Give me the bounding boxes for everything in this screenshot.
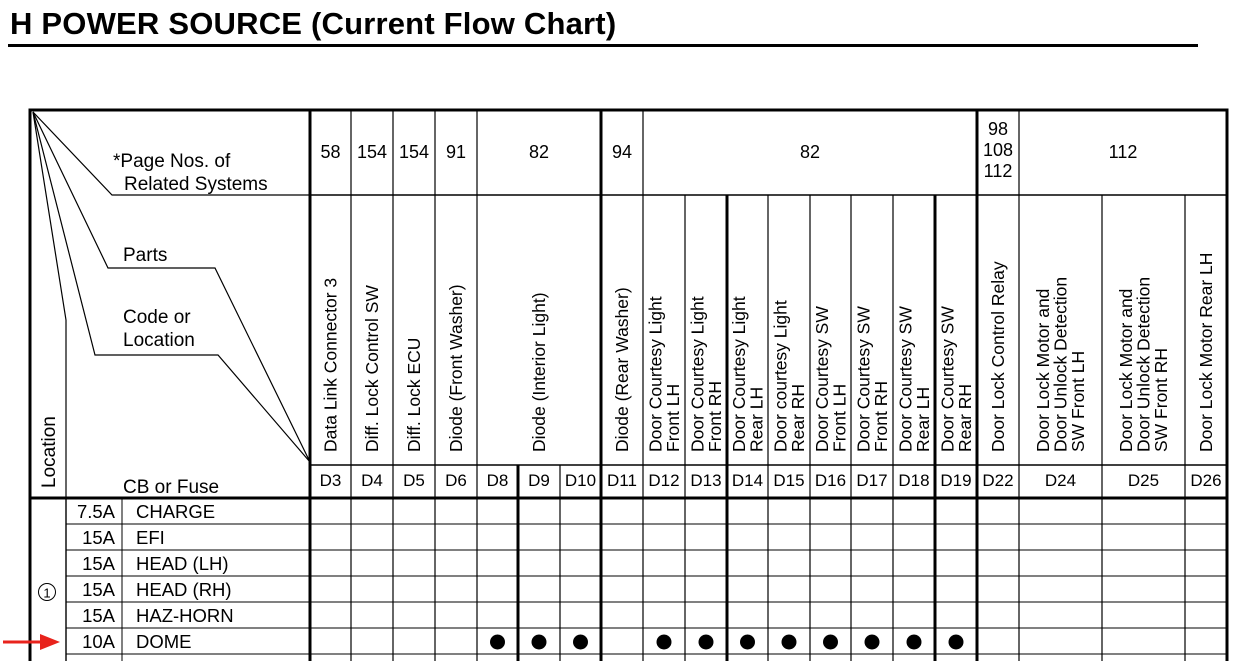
part-name: Data Link Connector 3 — [320, 277, 341, 452]
connection-dot — [823, 635, 838, 650]
code-cell: D16 — [814, 471, 847, 490]
part-name: Diff. Lock Control SW — [362, 285, 382, 452]
page-number: 112 — [983, 161, 1013, 181]
connection-dot — [740, 635, 755, 650]
part-name: Door Lock Motor Rear LH — [1196, 252, 1216, 452]
cb-or-fuse-label: CB or Fuse — [123, 477, 220, 498]
code-cell: D25 — [1127, 471, 1160, 490]
part-name: Front LH — [662, 383, 683, 452]
code-cell: D9 — [528, 471, 550, 490]
connection-dot — [657, 635, 672, 650]
code-cell: D8 — [486, 471, 509, 490]
part-name: Front RH — [704, 381, 725, 452]
parts-label: Parts — [123, 245, 168, 266]
fuse-amperage: 15A — [82, 553, 115, 574]
fuse-amperage: 15A — [82, 527, 115, 548]
part-name: Rear RH — [954, 383, 975, 452]
code-cell: D19 — [940, 471, 972, 490]
part-name: Door courtesy Light — [770, 300, 791, 452]
page-number: 94 — [611, 142, 633, 162]
part-name: Door Unlock Detection — [1133, 276, 1154, 452]
fuse-amperage: 15A — [82, 579, 115, 600]
fuse-name: HEAD (RH) — [136, 579, 232, 600]
code-cell: D11 — [607, 471, 637, 490]
part-name: Door Courtesy Light — [645, 296, 666, 452]
page-nos-label: *Page Nos. of — [113, 151, 231, 172]
page-title: H POWER SOURCE (Current Flow Chart) — [10, 6, 617, 41]
code-cell: D6 — [445, 471, 467, 490]
part-name: SW Front RH — [1151, 347, 1171, 452]
page-number: 154 — [398, 142, 430, 162]
code-cell: D3 — [319, 471, 342, 490]
code-cell: D13 — [690, 471, 722, 490]
connection-dot — [949, 635, 964, 650]
part-name: Door Courtesy Light — [687, 296, 708, 452]
part-name: Front RH — [870, 381, 891, 452]
code-cell: D15 — [773, 471, 805, 490]
connection-dot — [865, 635, 880, 650]
part-name: Front LH — [829, 383, 850, 452]
fuse-name: HEAD (LH) — [136, 553, 229, 574]
fuse-amperage: 15A — [82, 605, 115, 626]
fuse-name: HAZ-HORN — [136, 605, 234, 626]
code-cell: D10 — [564, 471, 597, 490]
part-name: Diode (Front Washer) — [446, 284, 466, 452]
code-or-location-label: Location — [123, 330, 195, 351]
connection-dot — [699, 635, 714, 650]
fuse-name: EFI — [136, 527, 165, 548]
page-nos-label: Related Systems — [124, 174, 268, 195]
page-number: 82 — [799, 142, 821, 162]
part-name: Door Lock Motor and — [1116, 288, 1136, 452]
part-name: Diode (Interior Light) — [529, 292, 549, 452]
fuse-amperage: 10A — [82, 631, 115, 652]
part-name: Door Lock Control Relay — [988, 261, 1008, 452]
code-cell: D26 — [1190, 471, 1222, 490]
part-name: Rear LH — [746, 386, 767, 452]
part-name: SW Front LH — [1068, 350, 1088, 452]
part-name: Rear RH — [787, 383, 808, 452]
part-name: Rear LH — [912, 386, 933, 452]
page-number: 82 — [528, 142, 550, 162]
highlight-arrow-head — [40, 634, 60, 650]
code-cell: D4 — [361, 471, 383, 490]
part-name: Door Courtesy SW — [937, 306, 958, 452]
part-name: Door Courtesy SW — [895, 306, 916, 452]
code-cell: D18 — [898, 471, 930, 490]
part-name: Door Courtesy SW — [811, 306, 832, 452]
code-cell: D12 — [648, 471, 680, 490]
part-name: Door Courtesy Light — [728, 296, 749, 452]
fuse-amperage: 7.5A — [76, 501, 115, 522]
code-cell: D14 — [731, 471, 764, 490]
page-number: 154 — [356, 142, 388, 162]
fuse-name: DOME — [136, 631, 192, 652]
fuse-name: CHARGE — [136, 501, 216, 522]
connection-dot — [907, 635, 922, 650]
part-name: Diff. Lock ECU — [404, 337, 424, 452]
connection-dot — [490, 635, 505, 650]
page-number: 112 — [1108, 142, 1138, 162]
location-label: Location — [39, 416, 60, 488]
code-or-location-label: Code or — [123, 307, 191, 328]
location-symbol: 1 — [43, 585, 51, 601]
page-number: 98 — [987, 119, 1009, 139]
connection-dot — [573, 635, 588, 650]
page-number: 58 — [320, 142, 341, 162]
part-name: Door Courtesy SW — [853, 306, 874, 452]
part-name: Door Lock Motor and — [1033, 288, 1053, 452]
part-name: Diode (Rear Washer) — [612, 287, 632, 452]
page-number: 91 — [445, 142, 467, 162]
connection-dot — [782, 635, 797, 650]
code-cell: D22 — [982, 471, 1014, 490]
code-cell: D17 — [856, 471, 888, 490]
code-cell: D5 — [403, 471, 425, 490]
connection-dot — [532, 635, 547, 650]
page-number: 108 — [982, 140, 1014, 160]
code-cell: D24 — [1044, 471, 1077, 490]
part-name: Door Unlock Detection — [1050, 276, 1071, 452]
